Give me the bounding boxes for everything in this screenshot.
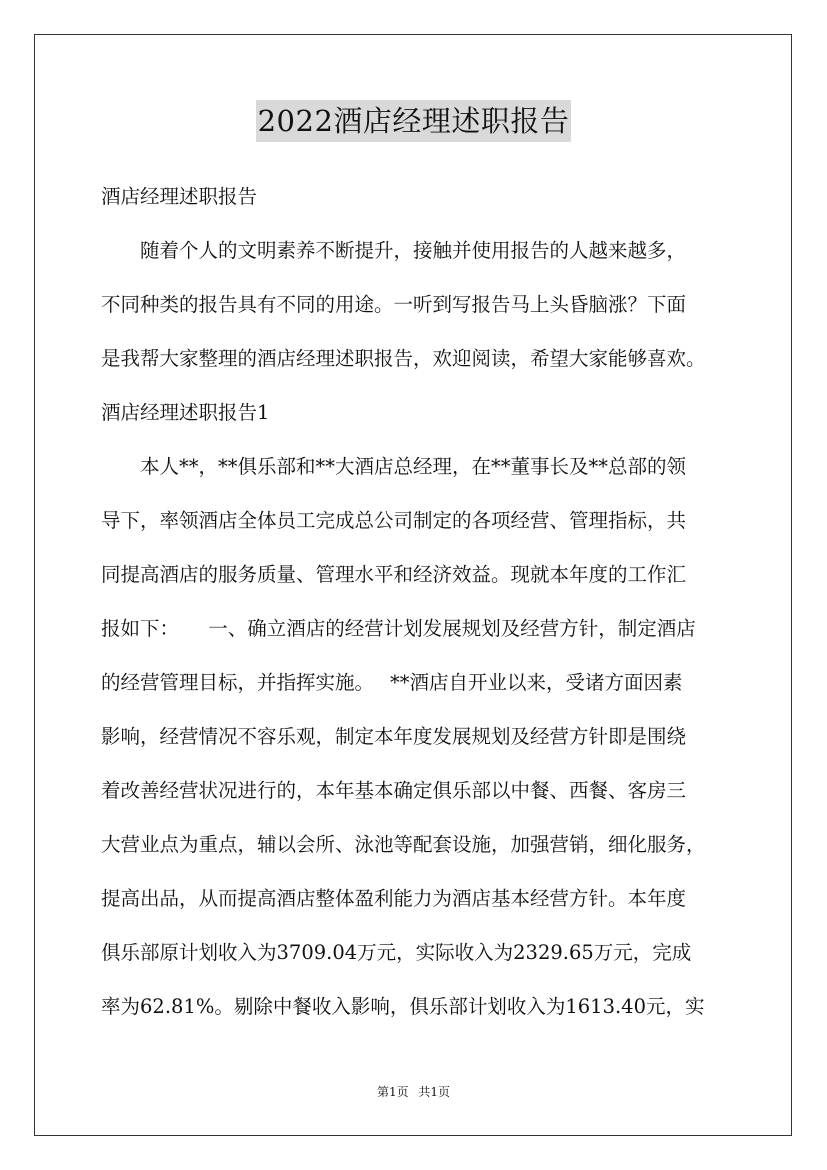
paragraph-line: 报如下： 一、确立酒店的经营计划发展规划及经营方针，制定酒店 <box>101 617 696 640</box>
paragraph-line: 随着个人的文明素养不断提升，接触并使用报告的人越来越多， <box>101 239 687 262</box>
paragraph-line: 不同种类的报告具有不同的用途。一听到写报告马上头昏脑涨？下面 <box>101 293 687 316</box>
document-body <box>101 170 731 1034</box>
paragraph-line: 影响，经营情况不容乐观，制定本年度发展规划及经营方针即是围绕 <box>101 725 687 748</box>
paragraph-line: 俱乐部原计划收入为3709.04万元，实际收入为2329.65万元，完成 <box>101 941 692 964</box>
paragraph-line: 导下，率领酒店全体员工完成总公司制定的各项经营、管理指标，共 <box>101 509 687 532</box>
page-total: 共1页 <box>418 1085 451 1099</box>
paragraph-line: 是我帮大家整理的酒店经理述职报告，欢迎阅读，希望大家能够喜欢。 <box>101 347 706 370</box>
paragraph-line: 着改善经营状况进行的，本年基本确定俱乐部以中餐、西餐、客房三 <box>101 779 687 802</box>
section-heading: 酒店经理述职报告1 <box>101 401 270 424</box>
page-number: 第1页 <box>376 1085 409 1099</box>
section-heading: 酒店经理述职报告 <box>101 185 258 208</box>
paragraph-line: 本人**，**俱乐部和**大酒店总经理，在**董事长及**总部的领 <box>101 455 687 478</box>
title-container <box>0 100 827 142</box>
paragraph-line: 的经营管理目标，并指挥实施。 **酒店自开业以来，受诸方面因素 <box>101 671 683 694</box>
paragraph-line: 率为62.81%。剔除中餐收入影响，俱乐部计划收入为1613.40元，实 <box>101 995 705 1018</box>
document-title: 2022酒店经理述职报告 <box>256 100 572 142</box>
paragraph-line: 大营业点为重点，辅以会所、泳池等配套设施，加强营销，细化服务， <box>101 833 706 856</box>
paragraph-line: 提高出品，从而提高酒店整体盈利能力为酒店基本经营方针。本年度 <box>101 887 687 910</box>
paragraph-line: 同提高酒店的服务质量、管理水平和经济效益。现就本年度的工作汇 <box>101 563 687 586</box>
page-footer <box>0 1084 827 1100</box>
